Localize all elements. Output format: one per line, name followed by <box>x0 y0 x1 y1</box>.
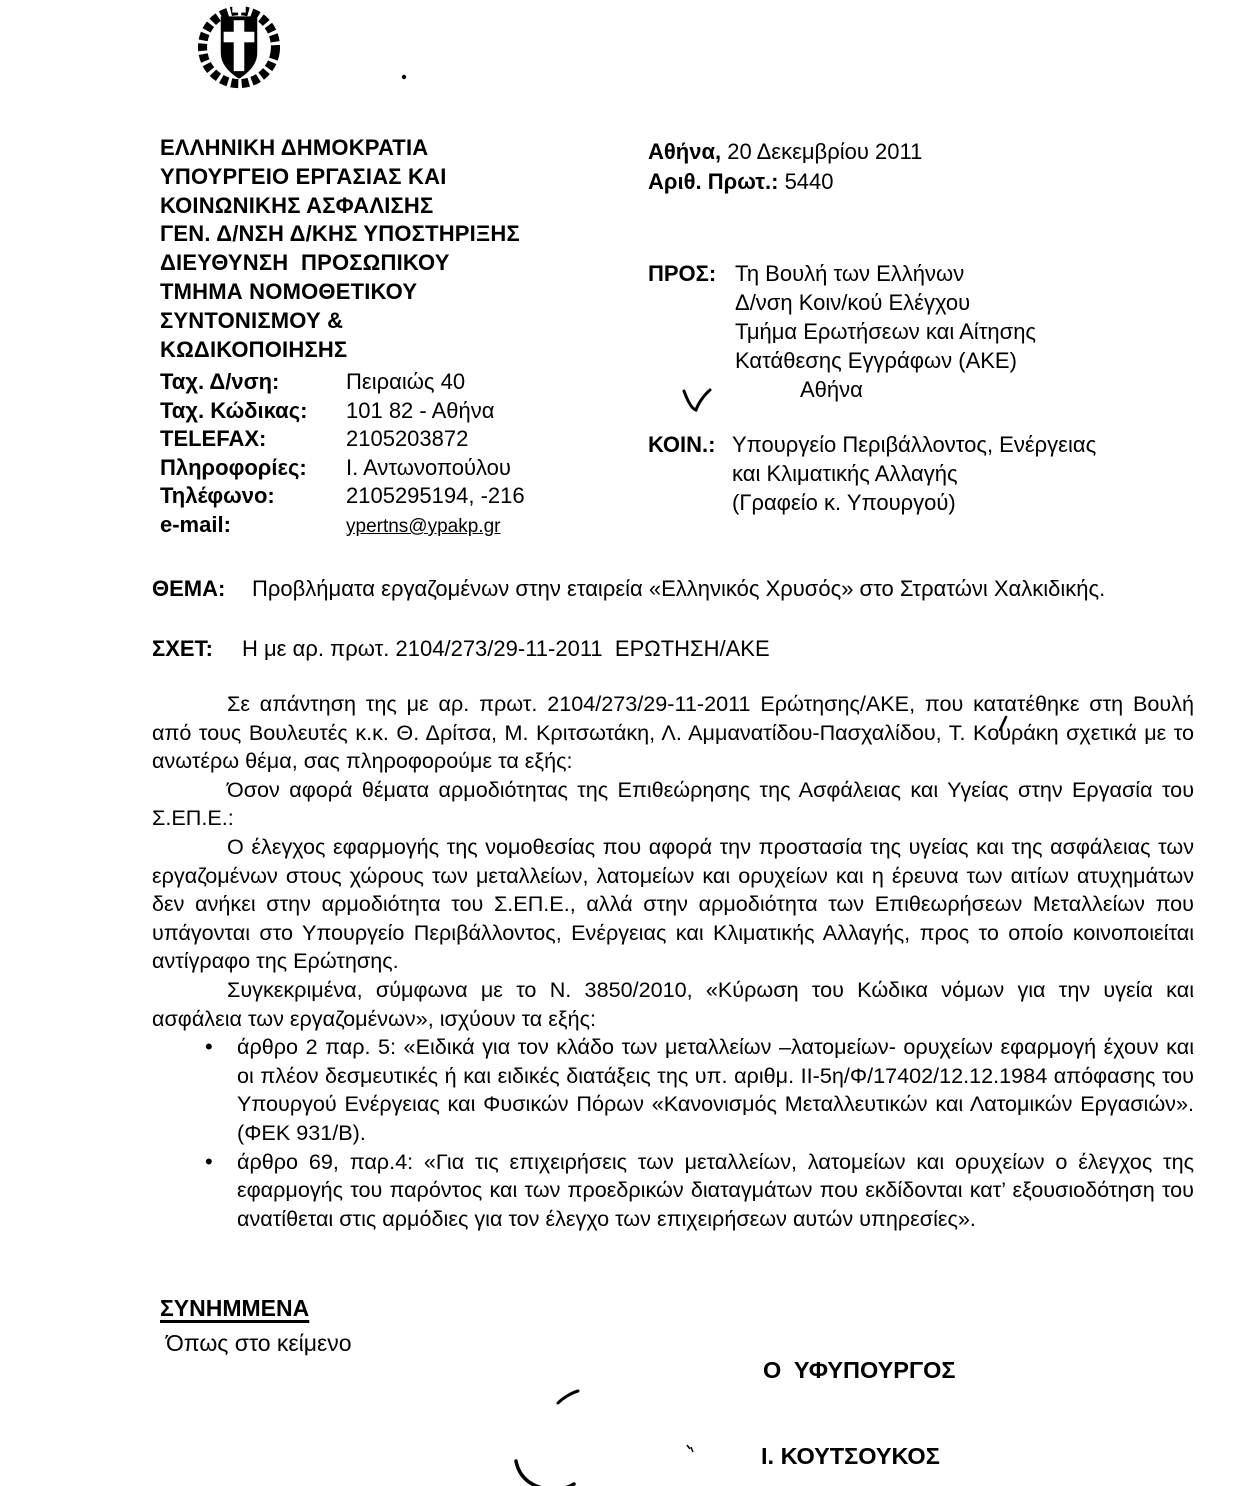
cc-line: Υπουργείο Περιβάλλοντος, Ενέργειας <box>732 432 1097 457</box>
contact-value: Πειραιώς 40 <box>346 369 466 394</box>
recipient-line: Κατάθεσης Εγγράφων (ΑΚΕ) <box>735 348 1017 373</box>
contact-row-information <box>160 455 640 484</box>
list-item: • άρθρο 69, παρ.4: «Για τις επιχειρήσεις των μεταλλείων, λατομείων και ορυχείων ο έλεγχος της εφαρμογής του παρόντος και των προεδρικών διαταγμάτων που εκδίδονται κατ’ εξουσιοδότηση του ανατίθεται στις αρμόδιες για τον έλεγχο των επιχειρήσεων αυτών υπηρεσίες». <box>237 1148 1194 1234</box>
email-address: ypertns@ypakp.gr <box>346 515 501 537</box>
contact-label: Ταχ. Κώδικας: <box>160 397 308 423</box>
contact-row-telephone <box>160 483 640 512</box>
attachments-text: Όπως στο κείμενο <box>166 1330 352 1356</box>
signatory-name: Ι. ΚΟΥΤΣΟΥΚΟΣ <box>761 1443 940 1469</box>
issuing-authority-block <box>160 134 660 364</box>
protocol-number: 5440 <box>778 169 834 194</box>
authority-line: ΥΠΟΥΡΓΕΙΟ ΕΡΓΑΣΙΑΣ ΚΑΙ <box>160 163 447 189</box>
authority-line: ΣΥΝΤΟΝΙΣΜΟΥ & <box>160 307 344 333</box>
pen-arc-icon <box>516 1461 574 1486</box>
contact-value: 101 82 - Αθήνα <box>346 397 495 423</box>
contact-label: Ταχ. Δ/νση: <box>160 369 280 394</box>
legal-provisions-list <box>152 1033 1194 1233</box>
recipient-label: ΠΡΟΣ: <box>648 261 717 286</box>
contact-row-postcode <box>160 398 640 427</box>
recipient-line: Δ/νση Κοιν/κού Ελέγχου <box>735 290 971 315</box>
contact-label: TELEFAX: <box>160 426 267 452</box>
recipient-lines <box>735 259 1036 404</box>
contact-label: Τηλέφωνο: <box>160 483 275 509</box>
attachments-heading: ΣΥΝΗΜΜΕΝΑ <box>160 1295 310 1321</box>
cc-label: ΚΟΙΝ.: <box>648 432 716 457</box>
recipient-city: Αθήνα <box>800 377 863 402</box>
contact-row-email <box>160 512 640 541</box>
pen-stroke-icon <box>558 1391 578 1403</box>
reference-label: ΣΧΕΤ: <box>152 636 213 661</box>
signatory-title: Ο ΥΦΥΠΟΥΡΓΟΣ <box>763 1357 956 1383</box>
cc-lines <box>732 430 1096 517</box>
protocol-label: Αριθ. Πρωτ.: <box>648 169 779 194</box>
subject-line <box>152 574 1152 603</box>
body-paragraph: Συγκεκριμένα, σύμφωνα με το Ν. 3850/2010, «Κύρωση του Κώδικα νόμων για την υγεία και ασφάλεια των εργαζομένων», ισχύουν τα εξής: <box>152 976 1194 1031</box>
recipient-line: Τη Βουλή των Ελλήνων <box>735 261 965 286</box>
greek-coat-of-arms-icon <box>191 2 287 98</box>
ink-speck-icon <box>687 1445 693 1452</box>
contact-value: 2105295194, -216 <box>346 483 525 509</box>
reference-line <box>152 636 1212 662</box>
authority-line: ΕΛΛΗΝΙΚΗ ΔΗΜΟΚΡΑΤΙΑ <box>160 135 429 160</box>
date-value: 20 Δεκεμβρίου 2011 <box>721 139 923 164</box>
subject-label: ΘΕΜΑ: <box>152 576 226 601</box>
cc-line: (Γραφείο κ. Υπουργού) <box>732 490 956 515</box>
authority-line: ΚΩΔΙΚΟΠΟΙΗΣΗΣ <box>160 336 348 362</box>
contact-row-address <box>160 369 640 398</box>
contact-value: Ι. Αντωνοπούλου <box>346 454 511 480</box>
protocol-line <box>648 169 834 195</box>
ink-speck-icon <box>402 75 406 79</box>
body-paragraph: Όσον αφορά θέματα αρμοδιότητας της Επιθεώρησης της Ασφάλειας και Υγείας στην Εργασία του Σ.ΕΠ.Ε.: <box>152 776 1194 831</box>
contact-label: e-mail: <box>160 511 231 537</box>
reference-text: Η με αρ. πρωτ. 2104/273/29-11-2011 ΕΡΩΤΗΣΗ/ΑΚΕ <box>242 636 770 661</box>
contact-details-block <box>160 369 640 541</box>
body-paragraph: Σε απάντηση της με αρ. πρωτ. 2104/273/29-11-2011 Ερώτησης/ΑΚΕ, που κατατέθηκε στη Βουλή από τους Βουλευτές κ.κ. Θ. Δρίτσα, Μ. Κριτσωτάκη, Λ. Αμμανατίδου-Πασχαλίδου, Τ. Κουράκη σχετικά με το ανωτέρω θέμα, σας πληροφορούμε τα εξής: <box>152 691 1194 774</box>
subject-text: Προβλήματα εργαζομένων στην εταιρεία «Ελληνικός Χρυσός» στο Στρατώνι Χαλκιδικής. <box>252 576 1106 601</box>
authority-line: ΤΜΗΜΑ ΝΟΜΟΘΕΤΙΚΟΥ <box>160 278 418 304</box>
list-item: • άρθρο 2 παρ. 5: «Ειδικά για τον κλάδο των μεταλλείων –λατομείων- ορυχείων εφαρμογή έχουν και οι πλέον δεσμευτικές ή και ειδικές διατάξεις της υπ. αριθμ. ΙΙ-5η/Φ/17402/12.12.1984 απόφασης του Υπουργού Ενέργειας και Φυσικών Πόρων «Κανονισμός Μεταλλευτικών και Λατομικών Εργασιών». (ΦΕΚ 931/Β). <box>237 1033 1194 1147</box>
contact-row-telefax <box>160 426 640 455</box>
city-label: Αθήνα, <box>648 139 722 164</box>
contact-value: 2105203872 <box>346 426 469 452</box>
cc-line: και Κλιματικής Αλλαγής <box>732 461 958 486</box>
letter-body <box>152 690 1194 1233</box>
cc-block <box>648 430 1096 517</box>
recipient-block <box>648 259 1036 404</box>
date-line <box>648 139 922 165</box>
authority-line: ΔΙΕΥΘΥΝΣΗ ΠΡΟΣΩΠΙΚΟΥ <box>160 250 450 276</box>
authority-line: ΚΟΙΝΩΝΙΚΗΣ ΑΣΦΑΛΙΣΗΣ <box>160 192 434 218</box>
contact-label: Πληροφορίες: <box>160 454 307 480</box>
recipient-line: Τμήμα Ερωτήσεων και Αίτησης <box>735 319 1037 344</box>
authority-line: ΓΕΝ. Δ/ΝΣΗ Δ/ΚΗΣ ΥΠΟΣΤΗΡΙΞΗΣ <box>160 221 520 247</box>
body-paragraph: Ο έλεγχος εφαρμογής της νομοθεσίας που αφορά την προστασία της υγείας και της ασφάλειας των εργαζομένων στους χώρους των μεταλλείων, λατομείων και ορυχείων και η έρευνα των αιτίων ατυχημάτων δεν ανήκει στην αρμοδιότητα του Σ.ΕΠ.Ε., αλλά στην αρμοδιότητα των Επιθεωρήσεων Μεταλλείων που υπάγονται στο Υπουργείο Περιβάλλοντος, Ενέργειας και Κλιματικής Αλλαγής, προς το οποίο κοινοποιείται αντίγραφο της Ερώτησης. <box>152 833 1194 974</box>
